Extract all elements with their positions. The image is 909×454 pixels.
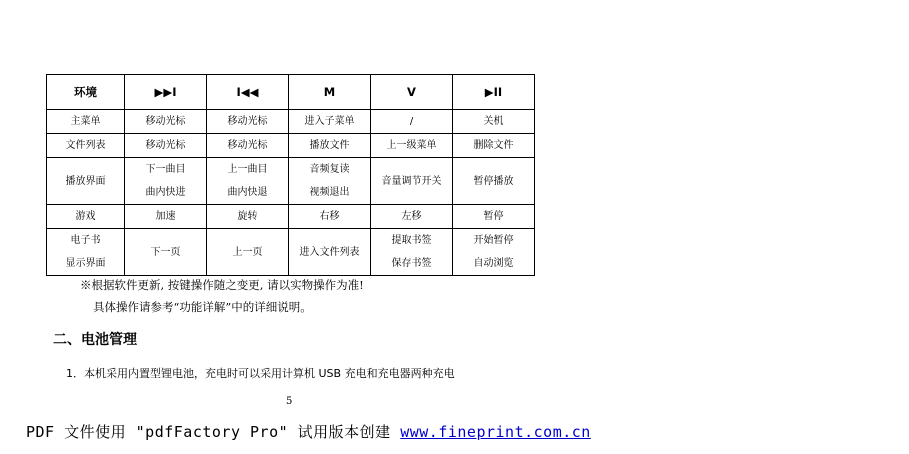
- reference-note: 具体操作请参考“功能详解”中的详细说明。: [93, 300, 312, 314]
- header-next-key: ▶▶I: [125, 75, 207, 110]
- cell-line: 开始暂停: [473, 235, 514, 246]
- fineprint-link[interactable]: www.fineprint.com.cn: [400, 423, 591, 441]
- header-prev-key: I◀◀: [207, 75, 289, 110]
- table-cell: 左移: [371, 205, 453, 229]
- table-header-row: [47, 75, 535, 110]
- table-cell: 下一页: [125, 229, 207, 276]
- table-cell: [207, 158, 289, 205]
- cell-line: 音频复读: [309, 164, 350, 175]
- table-cell: 旋转: [207, 205, 289, 229]
- page-number: 5: [286, 396, 293, 407]
- table-cell: [289, 158, 371, 205]
- cell-line: 曲内快退: [227, 187, 268, 198]
- table-row: [47, 158, 535, 205]
- table-cell: 移动光标: [125, 110, 207, 134]
- table-cell: 进入子菜单: [289, 110, 371, 134]
- table-cell: 音量调节开关: [371, 158, 453, 205]
- table-cell: 播放文件: [289, 134, 371, 158]
- table-cell: 移动光标: [125, 134, 207, 158]
- battery-paragraph: 1．本机采用内置型锂电池，充电时可以采用计算机 USB 充电和充电器两种充电: [66, 367, 455, 380]
- cell-line: 曲内快进: [145, 187, 186, 198]
- header-environment: 环境: [47, 75, 125, 110]
- table-cell: 移动光标: [207, 134, 289, 158]
- cell-line: 保存书签: [391, 258, 432, 269]
- footer-text: PDF 文件使用 "pdfFactory Pro" 试用版本创建: [26, 423, 401, 441]
- cell-line: 自动浏览: [473, 258, 514, 269]
- table-cell: 上一页: [207, 229, 289, 276]
- table-cell: 移动光标: [207, 110, 289, 134]
- table-cell: 关机: [453, 110, 535, 134]
- table-cell: /: [371, 110, 453, 134]
- table-cell: [371, 229, 453, 276]
- pdf-footer: [26, 421, 591, 442]
- cell-line: 上一曲目: [227, 164, 268, 175]
- table-cell: 删除文件: [453, 134, 535, 158]
- cell-line: 下一曲目: [145, 164, 186, 175]
- table-cell: 加速: [125, 205, 207, 229]
- table-cell: [453, 229, 535, 276]
- table-row: [47, 110, 535, 134]
- table-row: [47, 134, 535, 158]
- table-cell: 主菜单: [47, 110, 125, 134]
- table-cell: 播放界面: [47, 158, 125, 205]
- table-cell: [125, 158, 207, 205]
- table-cell: 文件列表: [47, 134, 125, 158]
- header-menu-key: M: [289, 75, 371, 110]
- header-volume-key: V: [371, 75, 453, 110]
- table-cell: 暂停: [453, 205, 535, 229]
- cell-line: 提取书签: [391, 235, 432, 246]
- table-cell: 进入文件列表: [289, 229, 371, 276]
- table-cell: 右移: [289, 205, 371, 229]
- key-function-table: [46, 74, 535, 276]
- cell-line: 显示界面: [65, 258, 106, 269]
- table-cell: 上一级菜单: [371, 134, 453, 158]
- cell-line: 电子书: [70, 235, 101, 246]
- update-notice: ※根据软件更新, 按键操作随之变更, 请以实物操作为准!: [80, 278, 364, 292]
- table-cell: [47, 229, 125, 276]
- section-heading: 二、电池管理: [53, 332, 137, 348]
- cell-line: 视频退出: [309, 187, 350, 198]
- table-row: [47, 205, 535, 229]
- table-row: [47, 229, 535, 276]
- header-play-pause-key: ▶II: [453, 75, 535, 110]
- table-cell: 暂停播放: [453, 158, 535, 205]
- table-cell: 游戏: [47, 205, 125, 229]
